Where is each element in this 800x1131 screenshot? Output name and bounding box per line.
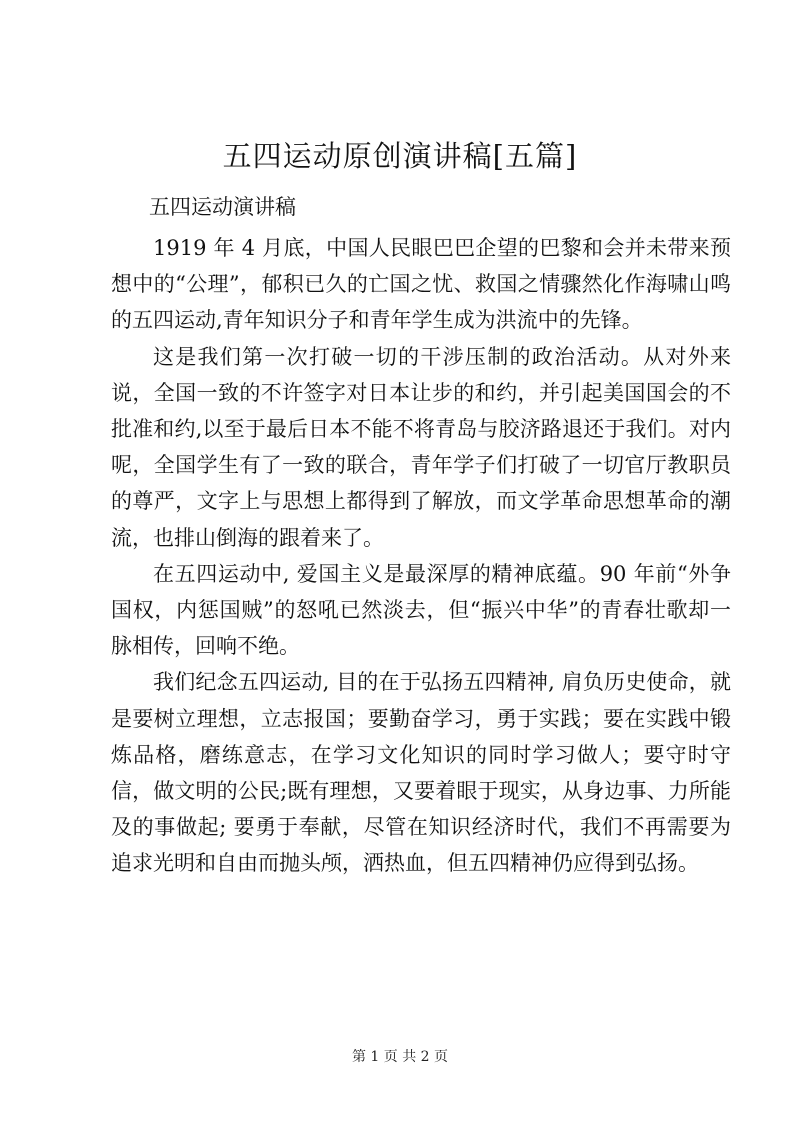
paragraph-4: 我们纪念五四运动, 目的在于弘扬五四精神, 肩负历史使命，就是要树立理想，立志报国；要勤奋学习，勇于实践；要在实践中锻炼品格，磨练意志，在学习文化知识的同时学习做人；要守时守信，做文明的公民;既有理想，又要着眼于现实，从身边事、力所能及的事做起; 要勇于奉献，尽管在知识经济时代，我们不再需要为追求光明和自由而抛头颅，洒热血，但五四精神仍应得到弘扬。 (111, 670, 731, 876)
page-title: 五四运动原创演讲稿[五篇] (222, 139, 578, 173)
paragraph-2: 这是我们第一次打破一切的干涉压制的政治活动。从对外来说，全国一致的不许签字对日本让步的和约，并引起美国国会的不批准和约,以至于最后日本不能不将青岛与胶济路退还于我们。对内呢，全国学生有了一致的联合，青年学子们打破了一切官厅教职员的尊严，文字上与思想上都得到了解放，而文学革命思想革命的潮流，也排山倒海的跟着来了。 (111, 344, 731, 550)
section-heading: 五四运动演讲稿 (149, 195, 296, 219)
page-footer: 第 1 页 共 2 页 (351, 1049, 449, 1065)
document-body (111, 230, 731, 882)
paragraph-1: 1919 年 4 月底，中国人民眼巴巴企望的巴黎和会并未带来预想中的“公理”，郁积已久的亡国之忧、救国之情骤然化作海啸山鸣的五四运动,青年知识分子和青年学生成为洪流中的先锋。 (111, 236, 731, 333)
paragraph-3: 在五四运动中, 爱国主义是最深厚的精神底蕴。90 年前“外争国权，内惩国贼”的怒吼已然淡去，但“振兴中华”的青春壮歌却一脉相传，回响不绝。 (111, 561, 731, 659)
